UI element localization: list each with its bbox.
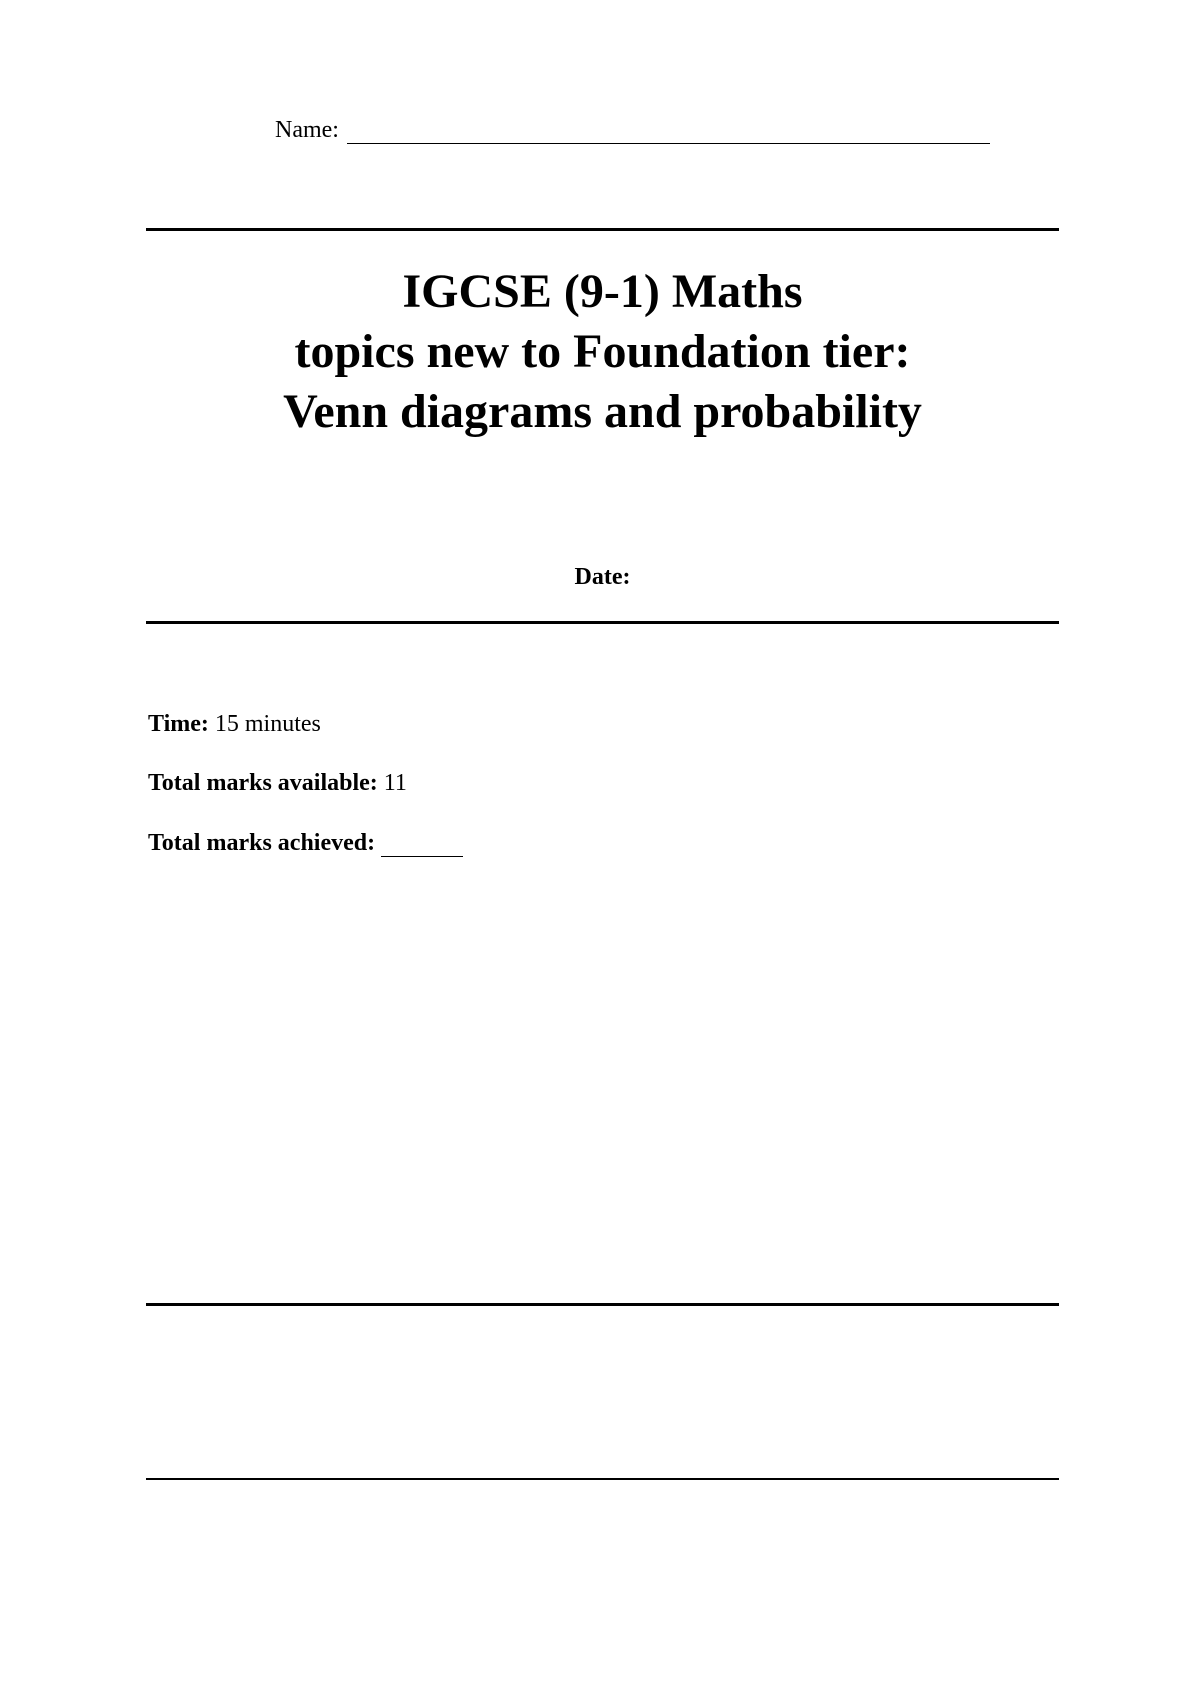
horizontal-rule-lower	[146, 1303, 1059, 1306]
name-blank-line[interactable]	[347, 121, 990, 144]
title-line-3: Venn diagrams and probability	[283, 385, 922, 438]
horizontal-rule-below-date	[146, 621, 1059, 624]
time-info	[148, 710, 321, 738]
name-field-row	[275, 116, 990, 144]
marks-achieved-info	[148, 829, 463, 857]
time-label: Time:	[148, 711, 209, 737]
horizontal-rule-top	[146, 228, 1059, 231]
title-line-2: topics new to Foundation tier:	[294, 325, 911, 378]
marks-available-info	[148, 769, 407, 797]
date-label: Date:	[574, 564, 631, 590]
page-title	[146, 262, 1059, 442]
marks-achieved-blank-line[interactable]	[381, 834, 463, 857]
marks-available-label: Total marks available:	[148, 770, 378, 796]
title-line-1: IGCSE (9-1) Maths	[402, 265, 803, 318]
marks-available-value: 11	[383, 770, 407, 796]
marks-achieved-label: Total marks achieved:	[148, 830, 376, 856]
horizontal-rule-bottom	[146, 1478, 1059, 1480]
time-value: 15 minutes	[214, 711, 321, 737]
name-label: Name:	[275, 117, 339, 143]
